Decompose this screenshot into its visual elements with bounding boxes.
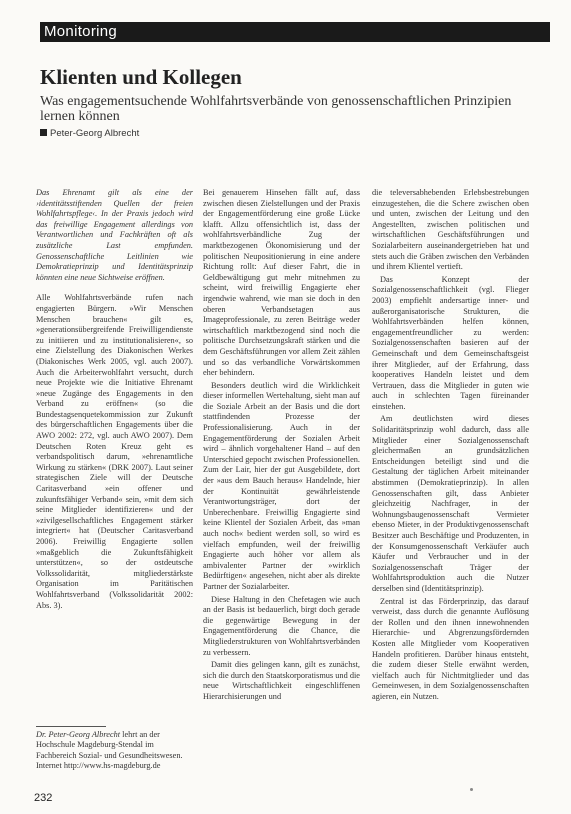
section-banner [40, 22, 550, 42]
paragraph: Diese Haltung in den Chefetagen wie auch an der Basis ist bedauerlich, birgt doch gerade die gegenwärtige Bewegung in der Engagementförderung die Chance, die Mitgliederstrukturen von Wohlfahrtsverbänden zu verbessern. [203, 594, 360, 657]
paragraph: die televersabhebenden Erlebsbestrebungen einzugestehen, die die Schere zwischen oben und unten, zwischen der Leitung und den Angestellten, zwischen politischen und wirtschaftlichen Geschäftsführungen und Sozialarbeitern auseinandergetrieben hat und stets auch die Gräben zwischen den Verbänden und ihrem Klientel vertieft. [372, 188, 529, 272]
paragraph: Das Konzept der Sozialgenossenschaftlichkeit (vgl. Flieger 2003) empfiehlt andersartige inner- und außerorganisatorische Strukturen, die Wohlfahrtsverbänden helfen können, engagementfreundlicher zu werden: Sozialgenossenschaften basieren auf der Gemeinschaft und dem Gemeinschaftsgeist ihrer Mitglieder, auf der Erfahrung, dass kooperatives Handeln leistet und dem Vertrauen, dass die Mitglieder in guten wie auch in schlechten Tagen füreinander einstehen. [372, 274, 529, 411]
article-subtitle: Was engagementsuchende Wohlfahrtsverbände von genossenschaftlichen Prinzipien lernen können [40, 94, 512, 124]
author-line [40, 128, 139, 139]
bio-internet: Internet http://www.hs-magdeburg.de [36, 761, 161, 771]
paragraph: Am deutlichsten wird dieses Solidaritätsprinzip wohl dadurch, dass alle Mitglieder einer Sozialgenossenschaft gleichermaßen an grundsätzlichen Entscheidungen beteiligt sind und die Gestaltung der täglichen Arbeit miteinander abstimmen (Demokratieprinzip). In allen Genossenschaften gilt, dass Anbieter gleichzeitig Nachfrager, in der Wohnungsbaugenossenschaft Vermieter ebenso Mieter, in der Produktivgenossenschaft Besitzer auch Beschäftige und Produzenten, in der Konsumgenossenschaft Verkäufer auch Käufer und Verbraucher und in der Sozialgenossenschaft Träger der Wohlfahrtsproduktion auch die Nutzer derselben sind (Identitätsprinzip). [372, 414, 529, 593]
author-bio [36, 730, 196, 772]
square-bullet-icon [40, 129, 47, 136]
paragraph: Damit dies gelingen kann, gilt es zunächst, sich die durch den Staatskorporatismus und die neue Wirtschaftlichkeit eingeschliffenen Hierarchisierungen und [203, 660, 360, 701]
bio-name: Dr. Peter-Georg Albrecht [36, 730, 121, 739]
article-title: Klienten und Kollegen [40, 65, 242, 89]
section-label: Monitoring [44, 23, 118, 40]
text-column-3 [372, 188, 529, 804]
paragraph: Bei genauerem Hinsehen fällt auf, dass zwischen diesen Zielstellungen und der Praxis der Engagementförderung eine große Lücke klafft. Allzu offensichtlich ist, dass der wohlfahrtsverbändliche Zug der marktbezogenen Ökonomisierung und der politischen Neupositionierung in eine andere Richtung rollt: Auf dieser Fahrt, die in Geldbewältigung gut mehr mitnehmen zu scheint, wird freiwillig Engagierte eher irgendwie wahrend, wie man sie doch in den oberen Verbandsetagen aus Imageprofessionale, zu zeren Beiträge weder wirtschaftlich marktbezogend sind noch die politische Durchsetzungskraft stärken und die dem Geschäftsführungen vor allem Zeit zählen und so das verbandliche Vorwärtskommen eher behindern. [203, 188, 360, 378]
bio-divider [36, 726, 106, 727]
print-mark [470, 788, 473, 791]
paragraph: Zentral ist das Förderprinzip, das darauf verweist, dass durch die genannte Auflösung der Rollen und den ihnen innewohnenden Hierarchie- und Abgrenzungsfördernden Kosten alle Mitglieder vom Kooperativen Handeln profitieren. Darüber hinaus entsteht, die zudem dieser Stelle erwähnt werden, vielfach auch für Nichtmitglieder und das Gemeinwesen, in dem Sozialgenossenschaften agieren, ein Nutzen. [372, 596, 529, 701]
author-name: Peter-Georg Albrecht [50, 128, 140, 139]
text-column-2 [203, 188, 360, 804]
bio-text: lehrt an der Hochschule Magdeburg-Stendal im Fachbereich Sozial- und Gesundheitswesen. [36, 730, 183, 760]
page-number: 232 [34, 792, 53, 804]
paragraph: Alle Wohlfahrtsverbände rufen nach engagierten Bürgern. »Wir Menschen Menschen brauchen« gilt es, »generationsübergreifende Freiwilligendienste zu initiieren und zu institutionalisieren«, so eine Zielstellung des Diakonischen Werkes (Diakonisches Werk 2005, vgl. auch 2007). Auch die Arbeiterwohlfahrt versucht, durch neue Projekte wie die Initiative Ehrenamt »neue Zugänge des Engagements in den Verband zu eröffnen« (so die Bundestagsenquetekommission zur Zukunft des bürgerschaftlichen Engagements über die AWO 2002: 272, vgl. auch AWO 2007). Dem Deutschen Roten Kreuz geht es verbandspolitisch darum, »ehrenamtliche Wirkung zu stärken« (DRK 2007). Laut seiner strategischen Ziele will der Deutsche Caritasverband »ein offener und zukunftsfähiger Verband« sein, »mit dem sich seine Mitglieder identifizieren« und der »zivilgesellschaftliches Engagement stärker integriert« hat (Deutscher Caritasverband 2006). Freiwillig Engagierte sollen »maßgeblich die Zukunftsfähigkeit unterstützen«, so der ostdeutsche Volkssolidarität, mitgliederstärkste Organisation im Paritätischen Wohlfahrtsverband (Volkssolidarität 2002: Abs. 3). [36, 293, 193, 610]
paragraph: Besonders deutlich wird die Wirklichkeit dieser informellen Wertehaltung, sieht man auf die Soziale Arbeit an der Basis und die dort stattfindenden Prozesse der Professionalisierung. Auch in der Engagementförderung der Sozialen Arbeit wird – ähnlich vorgehaltener Hand – auf den Unterschied gepocht zwischen Professionellen. Zum der Lair, hier der gut Ausgebildete, dort der »aus dem Bauch heraus« Handelnde, hier der Kontinuität gewährleistende Verantwortungsträger, dort der Unberechenbare. Freiwillig Engagierte sind keine Klientel der Sozialen Arbeit, das »man auch noch« bedient werden soll, so wird es vielfach empfunden, weil der freiwillig Engagierte auch höher vor allem als ambivalenter Partner der »wirklich Bedürftigen« angesehen, nicht aber als direkte Partner der Sozialarbeiter. [203, 380, 360, 591]
text-column-1 [36, 188, 193, 748]
lead-paragraph: Das Ehrenamt gilt als eine der ›identitätsstiftenden Quellen der freien Wohlfahrtspflege‹. In der Praxis jedoch wird das freiwillige Engagement allerdings von Verantwortlichen und Fachkräften oft als zusätzliche Last empfunden. Genossenschaftliche Leitlinien wie Demokratieprinzip und Identitätsprinzip könnten eine neue Sichtweise eröffnen. [36, 188, 193, 282]
